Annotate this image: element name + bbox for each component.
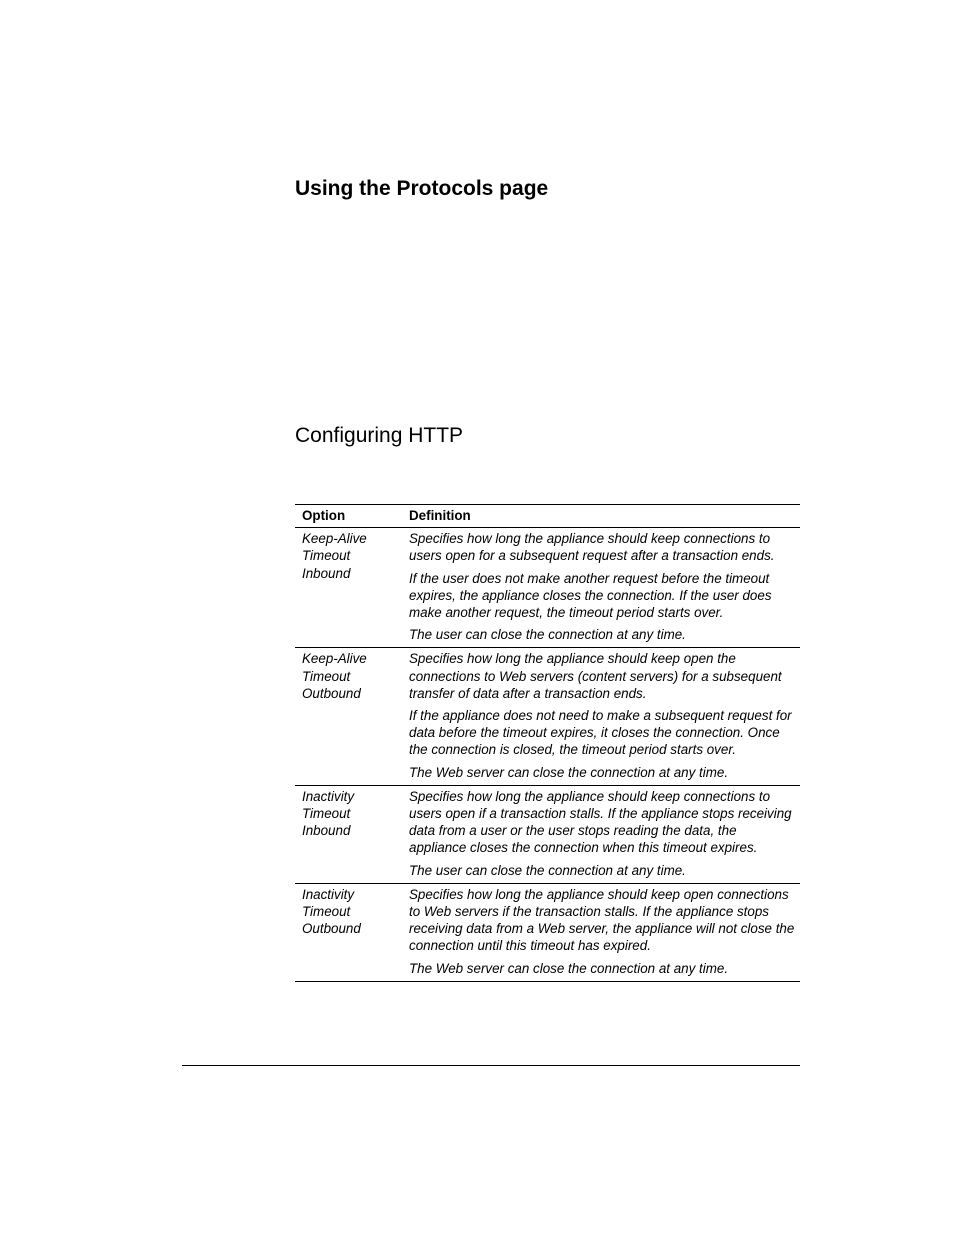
- definition-paragraph: If the user does not make another request before the timeout expires, the appliance closes the connection. If the user does make another request, the timeout period starts over.: [409, 570, 772, 621]
- definition-paragraph: The Web server can close the connection at any time.: [409, 960, 729, 976]
- option-name-line: Keep-Alive: [302, 531, 367, 547]
- definition-column-header: Definition: [409, 508, 471, 523]
- option-name: [295, 528, 402, 648]
- table-row: [295, 648, 800, 785]
- option-name: [295, 883, 402, 981]
- option-name: [295, 648, 402, 785]
- table-row: [295, 785, 800, 883]
- footer-divider: [182, 1065, 800, 1066]
- option-definition: [402, 528, 800, 648]
- table-row: [295, 883, 800, 981]
- definition-paragraph: Specifies how long the appliance should keep open the connections to Web servers (content servers) for a subsequent transfer of data after a transaction ends.: [409, 651, 782, 701]
- definition-paragraph: The user can close the connection at any time.: [409, 627, 686, 643]
- option-name-line: Inactivity: [302, 886, 355, 902]
- option-name-line: Outbound: [302, 921, 361, 937]
- option-definition: [402, 648, 800, 785]
- options-table: [295, 504, 800, 982]
- option-name-line: Inbound: [302, 565, 351, 581]
- definition-paragraph: The user can close the connection at any time.: [409, 862, 686, 878]
- option-name: [295, 785, 402, 883]
- option-definition: [402, 785, 800, 883]
- option-definition: [402, 883, 800, 981]
- subsection-heading: Configuring HTTP: [295, 424, 464, 447]
- option-name-line: Timeout: [302, 548, 351, 564]
- option-column-header: Option: [302, 508, 346, 523]
- option-name-line: Inactivity: [302, 788, 355, 804]
- table-header-row: [295, 505, 800, 528]
- section-heading: Using the Protocols page: [295, 177, 549, 200]
- table-row: [295, 528, 800, 648]
- option-name-line: Keep-Alive: [302, 651, 367, 667]
- definition-paragraph: If the appliance does not need to make a subsequent request for data before the timeout expires, it closes the connection. Once the connection is closed, the timeout period starts over.: [409, 708, 792, 758]
- option-name-line: Timeout: [302, 806, 351, 822]
- option-name-line: Inbound: [302, 823, 351, 839]
- option-name-line: Timeout: [302, 904, 351, 920]
- definition-paragraph: Specifies how long the appliance should keep open connections to Web servers if the transaction stalls. If the appliance stops receiving data from a Web server, the appliance will not close the connection until this timeout has expired.: [409, 886, 795, 954]
- definition-paragraph: The Web server can close the connection at any time.: [409, 764, 729, 780]
- definition-paragraph: Specifies how long the appliance should keep connections to users open for a subsequent request after a transaction ends.: [409, 531, 775, 564]
- option-name-line: Timeout: [302, 668, 351, 684]
- definition-paragraph: Specifies how long the appliance should keep connections to users open if a transaction stalls. If the appliance stops receiving data from a user or the user stops reading the data, the appliance closes the connection when this timeout expires.: [409, 788, 792, 856]
- option-name-line: Outbound: [302, 685, 361, 701]
